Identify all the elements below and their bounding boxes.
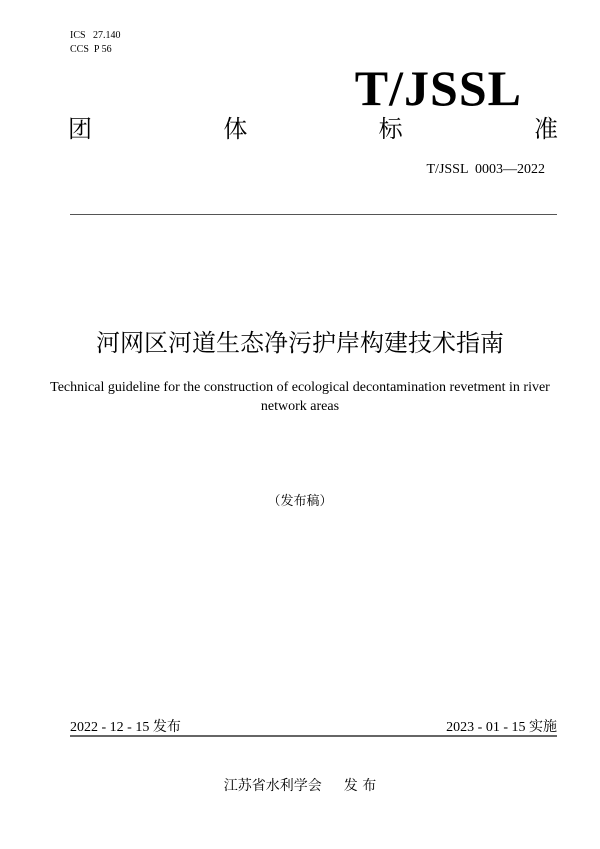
publisher-line	[0, 775, 600, 795]
ics-code: ICS 27.140	[70, 30, 121, 41]
type-char: 体	[223, 115, 248, 143]
title-chinese: 河网区河道生态净污护岸构建技术指南	[96, 329, 504, 357]
ccs-code: CCS P 56	[70, 44, 112, 55]
type-char: 标	[378, 115, 403, 143]
draft-status: （发布稿）	[267, 494, 333, 509]
bottom-divider	[70, 735, 557, 737]
publisher-name: 江苏省水利学会	[223, 778, 322, 794]
implementation-date: 2023 - 01 - 15 实施	[446, 720, 557, 735]
standard-type	[68, 112, 558, 146]
title-english: Technical guideline for the construction of ecological decontamination revetment in river network areas	[50, 380, 550, 414]
top-divider	[70, 214, 557, 215]
standard-code: T/JSSL 0003—2022	[426, 162, 545, 177]
type-char: 团	[68, 115, 92, 143]
type-char: 准	[533, 115, 558, 143]
publish-label: 发 布	[343, 778, 377, 794]
issue-date: 2022 - 12 - 15 发布	[70, 720, 181, 735]
standard-brand: T/JSSL	[354, 60, 522, 116]
